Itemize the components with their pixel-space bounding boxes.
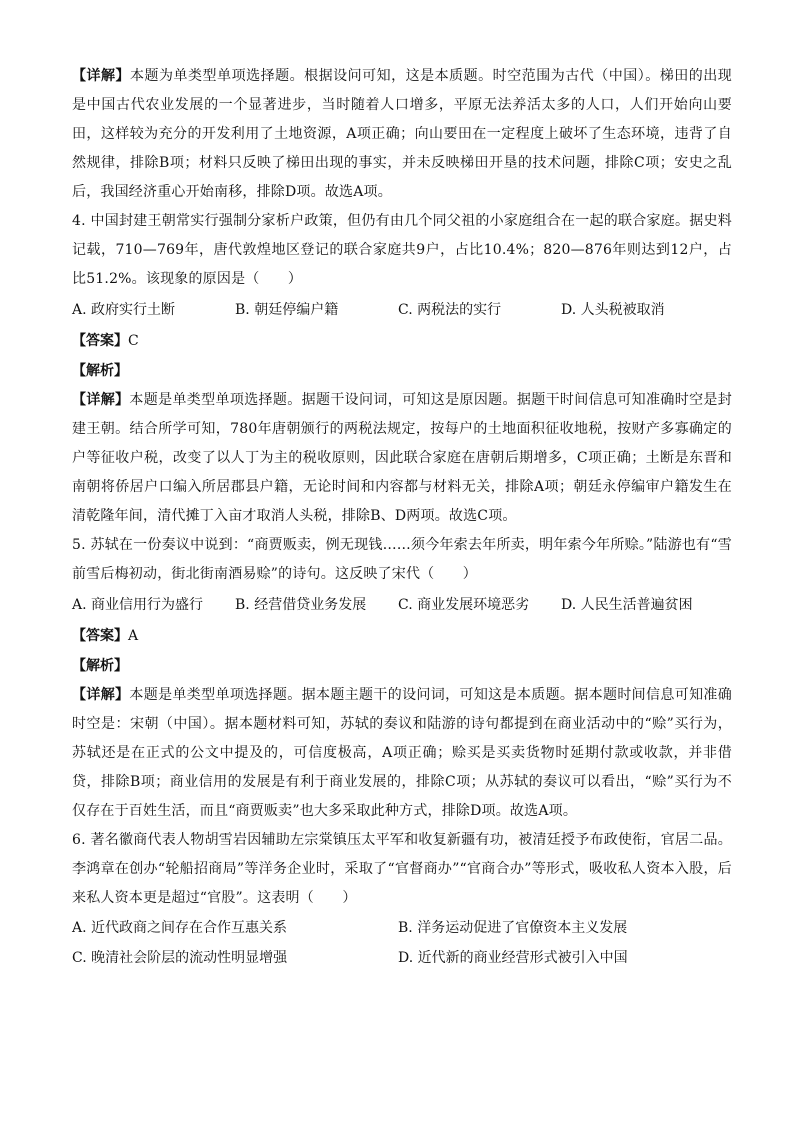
q6-options-row-1 [72, 913, 732, 943]
q5-detail-paragraph [72, 681, 732, 826]
q5-stem: 5. 苏轼在一份奏议中说到：“商贾贩卖，例无现钱……须今年索去年所卖，明年索今年所赊。”陆游也有“雪前雪后梅初动，街北街南酒易赊”的诗句。这反映了宋代（ ） [72, 537, 732, 582]
q5-option-d: D. 人民生活普遍贫困 [561, 597, 693, 613]
q6-stem: 6. 著名徽商代表人物胡雪岩因辅助左宗棠镇压太平军和收复新疆有功，被清廷授予布政使衔，官居二品。李鸿章在创办“轮船招商局”等洋务企业时，采取了“官督商办”“官商合办”等形式，吸收私人资本入股，后来私人资本更是超过“官股”。这表明（ ） [72, 832, 732, 906]
q5-option-a: A. 商业信用行为盛行 [72, 597, 204, 613]
q4-analysis-label [72, 356, 732, 386]
q4-option-a: A. 政府实行土断 [72, 302, 176, 318]
q3-detail-paragraph [72, 62, 732, 207]
q5-options [72, 589, 732, 621]
q4-stem: 4. 中国封建王朝常实行强制分家析户政策，但仍有由几个同父祖的小家庭组合在一起的联合家庭。据史料记载，710—769年，唐代敦煌地区登记的联合家庭共9户，占比10.4%；820—876年则达到12户，占比51.2%。该现象的原因是（ ） [72, 213, 732, 287]
q3-detail-text: 本题为单类型单项选择题。根据设问可知，这是本质题。时空范围为古代（中国）。梯田的出现是中国古代农业发展的一个显著进步，当时随着人口增多，平原无法养活太多的人口，人们开始向山要田，这样较为充分的开发利用了土地资源，A项正确；向山要田在一定程度上破坏了生态环境，违背了自然规律，排除B项；材料只反映了梯田出现的事实，并未反映梯田开垦的技术问题，排除C项；安史之乱后，我国经济重心开始南移，排除D项。故选A项。 [72, 68, 732, 200]
q4-detail-text: 本题是单类型单项选择题。据题干设问词，可知这是原因题。据题干时间信息可知准确时空是封建王朝。结合所学可知，780年唐朝颁行的两税法规定，按每户的土地面积征收地税，按财产多寡确定的户等征收户税，改变了以人丁为主的税收原则，因此联合家庭在唐朝后期增多，C项正确；土断是东晋和南朝将侨居户口编入所居郡县户籍，无论时间和内容都与材料无关，排除A项；朝廷永停编审户籍发生在清乾隆年间，清代摊丁入亩才取消人头税，排除B、D两项。故选C项。 [72, 392, 732, 524]
q5-answer: A [128, 628, 139, 644]
q4-option-d: D. 人头税被取消 [561, 302, 665, 318]
q5-option-c: C. 商业发展环境恶劣 [398, 597, 530, 613]
analysis-tag: 【解析】 [72, 363, 128, 379]
q5-analysis-label [72, 651, 732, 681]
q5-detail-text: 本题是单类型单项选择题。据本题主题干的设问词，可知这是本质题。据本题时间信息可知准确时空是：宋朝（中国）。据本题材料可知，苏轼的奏议和陆游的诗句都提到在商业活动中的“赊”买行为，苏轼还是在正式的公文中提及的，可信度极高，A项正确；赊买是买卖货物时延期付款或收款，并非借贷，排除B项；商业信用的发展是有利于商业发展的，排除C项；从苏轼的奏议可以看出，“赊”买行为不仅存在于百姓生活，而且“商贾贩卖”也大多采取此种方式，排除D项。故选A项。 [72, 687, 732, 819]
q4-option-b: B. 朝廷停编户籍 [235, 302, 339, 318]
answer-tag: 【答案】 [72, 628, 128, 644]
q5-option-b: B. 经营借贷业务发展 [235, 597, 367, 613]
q6-options-row-2 [72, 943, 732, 973]
q4-answer-line [72, 326, 732, 356]
q6-option-b: B. 洋务运动促进了官僚资本主义发展 [398, 920, 628, 936]
q5-answer-line [72, 621, 732, 651]
q4-options [72, 294, 732, 326]
q4-answer: C [128, 333, 139, 349]
analysis-tag: 【解析】 [72, 658, 128, 674]
detail-tag: 【详解】 [72, 68, 131, 84]
q4-option-c: C. 两税法的实行 [398, 302, 502, 318]
detail-tag: 【详解】 [72, 687, 130, 703]
q6-option-c: C. 晚清社会阶层的流动性明显增强 [72, 950, 288, 966]
answer-tag: 【答案】 [72, 333, 128, 349]
q6-option-a: A. 近代政商之间存在合作互惠关系 [72, 920, 288, 936]
q4-detail-paragraph [72, 386, 732, 531]
q6-option-d: D. 近代新的商业经营形式被引入中国 [398, 950, 628, 966]
document-page [72, 62, 732, 973]
detail-tag: 【详解】 [72, 392, 130, 408]
